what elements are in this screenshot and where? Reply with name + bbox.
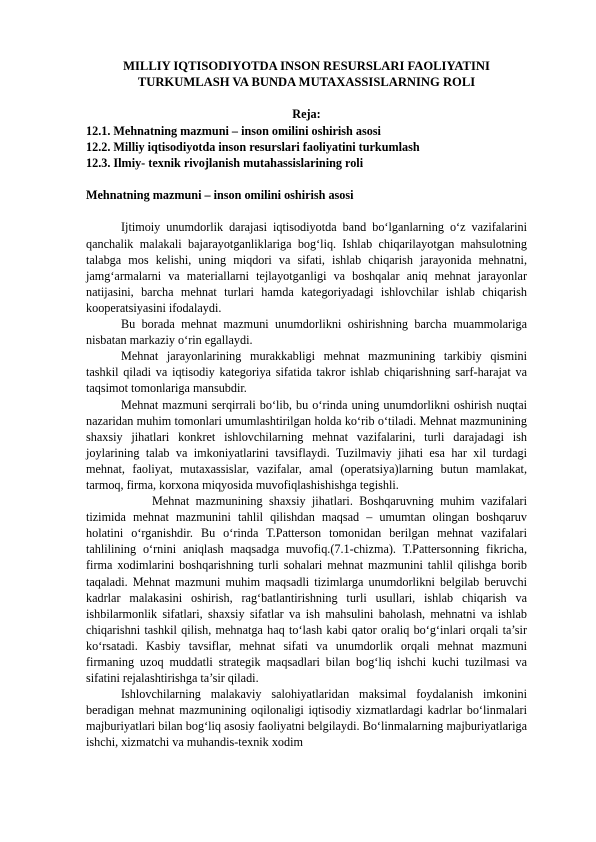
plan-heading: Reja: <box>292 107 321 121</box>
plan-item: 12.3. Ilmiy- texnik rivojlanish mutahassislarining roli <box>86 156 364 171</box>
body-text <box>86 219 527 750</box>
plan-item: 12.1. Mehnatning mazmuni – inson omilini oshirish asosi <box>86 124 381 139</box>
paragraph: Mehnat mazmuni serqirrali bo‘lib, bu o‘rinda uning unumdorlikni oshirish nuqtai nazaridan muhim tomonlari umumlashtirilgan holda ko‘rib o‘tiladi. Mehnat mazmunining shaxsiy jihatlari konkret ishlovchilarning mehnat vazifalarini, turli darajadagi ish joylarining talab va imkoniyatlarini tavsiflaydi. Tuzilmaviy jihati esa har xil turdagi mehnat, faoliyat, mutaxassislar, vazifalar, amal (operatsiya)larning butun mamlakat, tarmoq, firma, korxona miqyosida muvofiqlashishishga tegishli. <box>86 397 527 492</box>
paragraph: Mehnat jarayonlarining murakkabligi mehnat mazmunining tarkibiy qismini tashkil qiladi va iqtisodiy kategoriya sifatida takror ishlab chiqarishning sarf-harajat va taqsimot tomonlariga mansubdir. <box>86 349 527 396</box>
paragraph: Bu borada mehnat mazmuni unumdorlikni oshirishning barcha muammolariga nisbatan markaziy o‘rin egallaydi. <box>86 317 527 348</box>
plan-item: 12.2. Milliy iqtisodiyotda inson resurslari faoliyatini turkumlash <box>86 140 420 155</box>
section-heading: Mehnatning mazmuni – inson omilini oshirish asosi <box>86 188 354 203</box>
plan-list <box>86 123 527 171</box>
paragraph: Ishlovchilarning malakaviy salohiyatlaridan maksimal foydalanish imkonini beradigan mehnat mazmunining oqilonaligi iqtisodiy xizmatlardagi kadrlar bo‘linmalari majburiyatlari bilan bog‘liq asosiy faoliyatni belgilaydi. Bo‘linmalarning majburiyatlariga ishchi, xizmatchi va muhandis-texnik xodim <box>86 687 527 750</box>
document-title: MILLIY IQTISODIYOTDA INSON RESURSLARI FAOLIYATINI TURKUMLASH VA BUNDA MUTAXASSISLARNING ROLI <box>123 59 490 89</box>
paragraph: Ijtimoiy unumdorlik darajasi iqtisodiyotda band bo‘lganlarning o‘z vazifalarini qanchalik malakali bajarayotganliklariga bog‘liq. Ishlab chiqarilayotgan mahsulotning talabga mos kelishi, uning miqdori va sifati, ishlab chiqarish jarayonida mehnatni, jamg‘armalarni va materiallarni tejlayotganligi va boshqalar aniq mehnat jarayonlar natijasini, barcha mehnat turlari hamda kategoriyadagi ishlovchilar ishlab chiqarish kooperatsiyasini ifodalaydi. <box>86 220 527 315</box>
paragraph: Mehnat mazmunining shaxsiy jihatlari. Boshqaruvning muhim vazifalari tizimida mehnat mazmunini tahlil qilishdan maqsad – umumtan olingan boshqaruv holatini o‘rganishdir. Bu o‘rinda T.Patterson tomonidan berilgan mehnat vazifalari tahlilining o‘rnini aniqlash maqsadga muvofiq.(7.1-chizma). T.Pattersonning fikricha, firma xodimlarini boshqarishning turli sohalari mehnat mazmunini tahlil qilishga borib taqaladi. Mehnat mazmuni muhim maqsadli tizimlarga unumdorlikni belgilab beruvchi kadrlar malakasini oshirish, rag‘batlantirishning turli usullari, ishlab chiqarish va ishbilarmonlik sifatlari, shaxsiy sifatlar va ish mahsulini baholash, mehnatni va ishlab chiqarishni tashkil qilish, mehnatga haq to‘lash kabi qator oraliq bo‘g‘inlari orqali ta’sir ko‘rsatadi. Kasbiy tavsiflar, mehnat sifati va unumdorlik orqali mehnat mazmuni firmaning uzoq muddatli strategik maqsadlari bilan bog‘liq ishchi kuchi tuzilmasi va sifatini rejalashtirishga ta’sir qiladi. <box>86 494 527 686</box>
document-content <box>86 58 527 751</box>
